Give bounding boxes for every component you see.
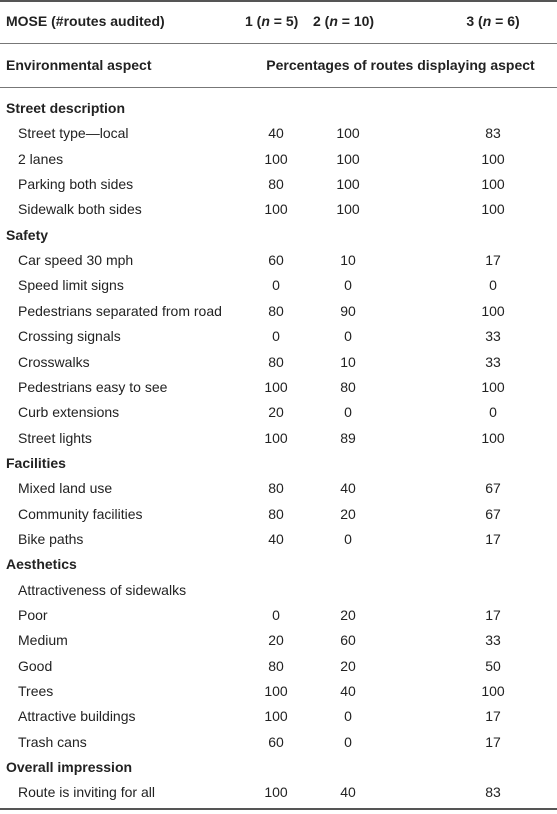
table-row <box>0 147 557 172</box>
table-row <box>0 780 557 805</box>
section-header-row <box>0 96 557 121</box>
cell-route-2: 100 <box>336 201 360 218</box>
cell-route-1: 60 <box>268 252 284 269</box>
row-label: Sidewalk both sides <box>18 201 142 218</box>
header-rule <box>0 43 557 44</box>
cell-route-1: 80 <box>268 353 284 370</box>
cell-route-1: 60 <box>268 733 284 750</box>
cell-route-1: 40 <box>268 125 284 142</box>
cell-route-3: 100 <box>481 176 505 193</box>
row-label: Parking both sides <box>18 176 134 193</box>
subheader-rule <box>0 87 557 88</box>
cell-route-2: 100 <box>336 125 360 142</box>
table-row <box>0 299 557 324</box>
cell-route-3: 83 <box>485 125 501 142</box>
cell-route-3: 50 <box>485 657 501 674</box>
cell-route-1: 80 <box>268 302 284 319</box>
cell-route-3: 17 <box>485 530 501 547</box>
cell-route-1: 100 <box>264 150 288 167</box>
cell-route-1: 20 <box>268 632 284 649</box>
cell-route-3: 33 <box>485 328 501 345</box>
cell-route-2: 40 <box>340 480 356 497</box>
table-subheader-row <box>0 53 557 78</box>
cell-route-2: 40 <box>340 683 356 700</box>
row-label: Pedestrians easy to see <box>18 378 168 395</box>
cell-route-2: 20 <box>340 505 356 522</box>
header-mose: MOSE (#routes audited) <box>6 13 165 29</box>
row-label: Car speed 30 mph <box>18 252 134 269</box>
cell-route-1: 100 <box>264 683 288 700</box>
cell-route-3: 33 <box>485 353 501 370</box>
table-row <box>0 375 557 400</box>
table-row <box>0 426 557 451</box>
cell-route-2: 90 <box>340 302 356 319</box>
row-label: Street lights <box>18 429 92 446</box>
cell-route-3: 33 <box>485 632 501 649</box>
header-col2: 2 (n = 10) <box>313 13 375 29</box>
table-row <box>0 324 557 349</box>
section-header-row <box>0 755 557 780</box>
cell-route-1: 100 <box>264 201 288 218</box>
cell-route-1: 100 <box>264 784 288 801</box>
section-label: Safety <box>6 226 49 243</box>
cell-route-1: 20 <box>268 404 284 421</box>
section-label: Overall impression <box>6 759 133 776</box>
cell-route-1: 0 <box>272 328 280 345</box>
table-row <box>0 730 557 755</box>
cell-route-2: 0 <box>344 530 352 547</box>
cell-route-1: 80 <box>268 657 284 674</box>
top-rule <box>0 0 557 2</box>
cell-route-3: 0 <box>489 277 497 294</box>
cell-route-3: 100 <box>481 429 505 446</box>
cell-route-2: 0 <box>344 733 352 750</box>
table-row <box>0 197 557 222</box>
cell-route-2: 100 <box>336 150 360 167</box>
cell-route-3: 67 <box>485 505 501 522</box>
cell-route-2: 40 <box>340 784 356 801</box>
cell-route-3: 100 <box>481 683 505 700</box>
table-row <box>0 654 557 679</box>
section-header-row <box>0 451 557 476</box>
table-row <box>0 172 557 197</box>
cell-route-3: 100 <box>481 378 505 395</box>
row-label: Speed limit signs <box>18 277 124 294</box>
cell-route-2: 0 <box>344 404 352 421</box>
row-label: Poor <box>18 607 48 623</box>
cell-route-1: 80 <box>268 505 284 522</box>
cell-route-2: 20 <box>340 607 356 623</box>
table-row <box>0 350 557 375</box>
row-label: Street type—local <box>18 125 129 142</box>
table-row <box>0 273 557 298</box>
cell-route-3: 100 <box>481 150 505 167</box>
subheader-percentages: Percentages of routes displaying aspect <box>266 57 535 73</box>
cell-route-2: 20 <box>340 657 356 674</box>
cell-route-3: 17 <box>485 733 501 750</box>
table-row <box>0 121 557 146</box>
cell-route-2: 89 <box>340 429 356 446</box>
cell-route-3 <box>465 578 521 603</box>
table-row <box>0 248 557 273</box>
section-header-row <box>0 223 557 248</box>
section-header-row <box>0 552 557 577</box>
cell-route-1 <box>248 578 304 603</box>
cell-route-3: 17 <box>485 708 501 725</box>
table-row <box>0 502 557 527</box>
subheader-aspect: Environmental aspect <box>6 57 152 73</box>
row-label: Route is inviting for all <box>18 784 155 801</box>
table-row <box>0 679 557 704</box>
row-label: Pedestrians separated from road <box>18 302 222 319</box>
row-label: Mixed land use <box>18 480 113 497</box>
section-label: Aesthetics <box>6 556 77 573</box>
cell-route-3: 17 <box>485 607 501 623</box>
row-label: Crosswalks <box>18 353 90 370</box>
table-row <box>0 704 557 729</box>
table-row <box>0 476 557 501</box>
row-label: Trash cans <box>18 733 87 750</box>
row-label: Trees <box>18 683 54 700</box>
cell-route-1: 40 <box>268 530 284 547</box>
row-label: Community facilities <box>18 505 143 522</box>
cell-route-1: 0 <box>272 607 280 623</box>
row-label: Curb extensions <box>18 404 120 421</box>
row-label: 2 lanes <box>18 150 64 167</box>
cell-route-1: 100 <box>264 708 288 725</box>
cell-route-3: 17 <box>485 252 501 269</box>
table-row <box>0 578 557 603</box>
cell-route-2: 0 <box>344 708 352 725</box>
cell-route-2 <box>320 578 376 603</box>
row-label: Good <box>18 657 53 674</box>
row-label: Bike paths <box>18 530 84 547</box>
cell-route-2: 0 <box>344 277 352 294</box>
cell-route-2: 80 <box>340 378 356 395</box>
row-label: Attractive buildings <box>18 708 136 725</box>
section-label: Facilities <box>6 454 66 471</box>
table-row <box>0 628 557 653</box>
cell-route-2: 60 <box>340 632 356 649</box>
table-row <box>0 603 557 628</box>
table-row <box>0 400 557 425</box>
cell-route-3: 0 <box>489 404 497 421</box>
row-label: Attractiveness of sidewalks <box>18 581 187 598</box>
row-label: Crossing signals <box>18 328 121 345</box>
cell-route-1: 0 <box>272 277 280 294</box>
section-label: Street description <box>6 100 126 116</box>
cell-route-3: 100 <box>481 302 505 319</box>
cell-route-2: 10 <box>340 252 356 269</box>
bottom-rule <box>0 808 557 810</box>
cell-route-1: 80 <box>268 480 284 497</box>
cell-route-3: 67 <box>485 480 501 497</box>
cell-route-2: 10 <box>340 353 356 370</box>
row-label: Medium <box>18 632 68 649</box>
cell-route-1: 100 <box>264 378 288 395</box>
cell-route-1: 80 <box>268 176 284 193</box>
cell-route-2: 100 <box>336 176 360 193</box>
table-header-row <box>0 9 557 34</box>
header-col1: 1 (n = 5) <box>245 13 299 29</box>
cell-route-1: 100 <box>264 429 288 446</box>
header-col3: 3 (n = 6) <box>466 13 520 29</box>
cell-route-3: 83 <box>485 784 501 801</box>
cell-route-3: 100 <box>481 201 505 218</box>
cell-route-2: 0 <box>344 328 352 345</box>
table-row <box>0 527 557 552</box>
